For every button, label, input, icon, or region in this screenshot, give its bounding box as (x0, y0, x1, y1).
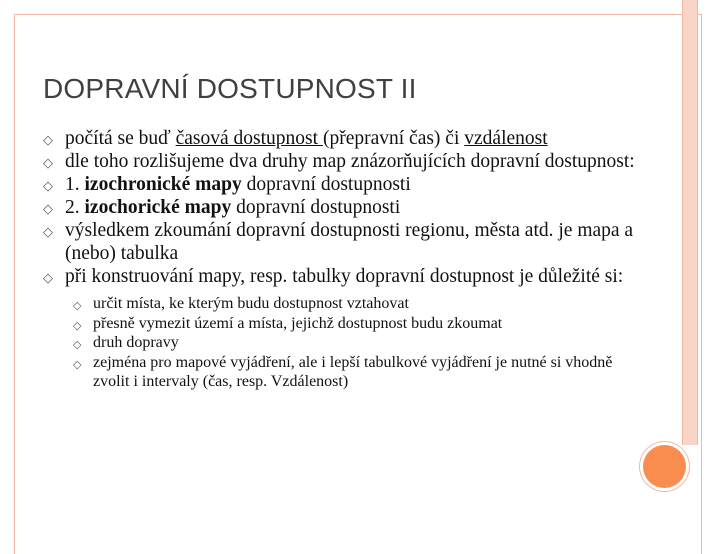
diamond-bullet-icon: ◇ (43, 202, 53, 217)
sub-bullet-item: ◇ druh dopravy (43, 333, 643, 353)
bullet-item: ◇ 2. izochorické mapy dopravní dostupnosti (43, 196, 643, 219)
diamond-bullet-icon: ◇ (73, 338, 82, 351)
sub-bullet-item: ◇ zejména pro mapové vyjádření, ale i lepší tabulkové vyjádření je nutné si vhodně zvolit i intervaly (čas, resp. Vzdálenost) (73, 353, 613, 390)
bullet-item: ◇ počítá se buď časová dostupnost (přepravní čas) či vzdálenost (43, 127, 643, 150)
diamond-bullet-icon: ◇ (43, 133, 53, 148)
right-accent-bar (682, 0, 698, 445)
bullet-item: ◇ při konstruování mapy, resp. tabulky dopravní dostupnost je důležité si: (43, 265, 643, 288)
diamond-bullet-icon: ◇ (73, 357, 82, 371)
sub-bullet-item: ◇ určit místa, ke kterým budu dostupnost vztahovat (43, 294, 643, 314)
diamond-bullet-icon: ◇ (73, 299, 82, 312)
bullet-item: ◇ dle toho rozlišujeme dva druhy map znázorňujících dopravní dostupnost: (43, 150, 643, 173)
diamond-bullet-icon: ◇ (43, 156, 53, 171)
bullet-item: ◇ 1. izochronické mapy dopravní dostupnosti (43, 173, 643, 196)
sub-bullet-item: ◇ přesně vymezit území a místa, jejichž dostupnost budu zkoumat (43, 314, 643, 334)
diamond-bullet-icon: ◇ (43, 179, 53, 194)
diamond-bullet-icon: ◇ (73, 318, 82, 332)
slide-content (43, 127, 643, 392)
bullet-item: ◇ výsledkem zkoumání dopravní dostupnosti regionu, města atd. je mapa a (nebo) tabulka (43, 220, 634, 264)
slide-title: DOPRAVNÍ DOSTUPNOST II (43, 73, 417, 104)
accent-circle (643, 445, 686, 488)
diamond-bullet-icon: ◇ (43, 271, 53, 286)
diamond-bullet-icon: ◇ (43, 225, 53, 240)
